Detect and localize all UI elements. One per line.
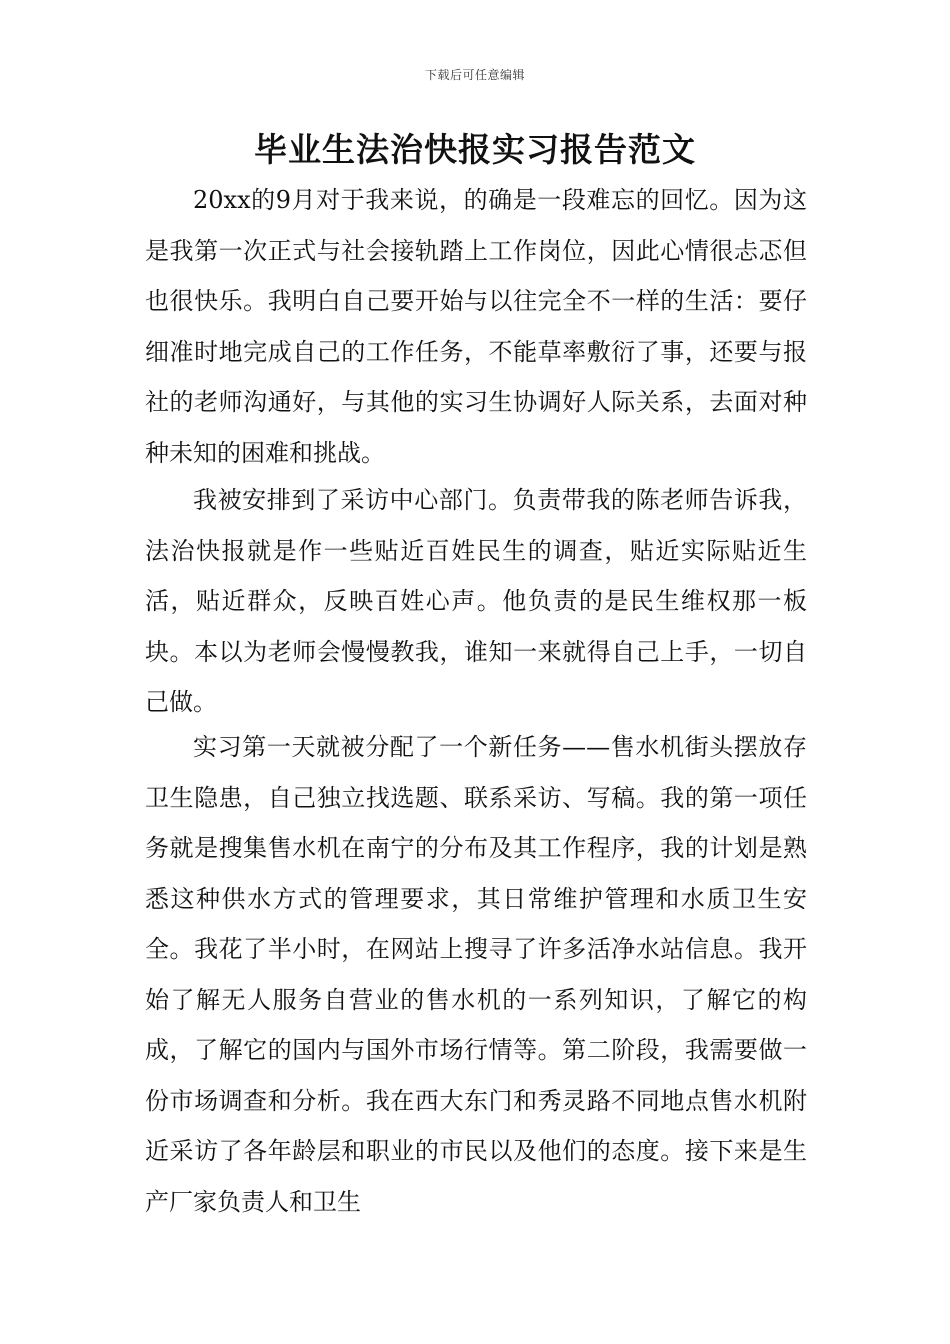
document-title: 毕业生法治快报实习报告范文 <box>254 130 696 169</box>
body-paragraph-3: 实习第一天就被分配了一个新任务——售水机街头摆放存卫生隐患，自己独立找选题、联系采访、写稿。我的第一项任务就是搜集售水机在南宁的分布及其工作程序，我的计划是熟悉这种供水方式的管理要求，其日常维护管理和水质卫生安全。我花了半小时，在网站上搜寻了许多活净水站信息。我开始了解无人服务自营业的售水机的一系列知识，了解它的构成，了解它的国内与国外市场行情等。第二阶段，我需要做一份市场调查和分析。我在西大东门和秀灵路不同地点售水机附近采访了各年龄层和职业的市民以及他们的态度。接下来是生产厂家负责人和卫生 <box>145 733 807 1216</box>
header-note: 下载后可任意编辑 <box>424 68 525 82</box>
body-paragraph-2: 我被安排到了采访中心部门。负责带我的陈老师告诉我，法治快报就是作一些贴近百姓民生的调查，贴近实际贴近生活，贴近群众，反映百姓心声。他负责的是民生维权那一板块。本以为老师会慢慢教我，谁知一来就得自己上手，一切自己做。 <box>145 486 807 716</box>
body-paragraph-1: 20xx的9月对于我来说，的确是一段难忘的回忆。因为这是我第一次正式与社会接轨踏上工作岗位，因此心情很忐忑但也很快乐。我明白自己要开始与以往完全不一样的生活：要仔细准时地完成自己的工作任务，不能草率敷衍了事，还要与报社的老师沟通好，与其他的实习生协调好人际关系，去面对种种未知的困难和挑战。 <box>145 186 807 467</box>
